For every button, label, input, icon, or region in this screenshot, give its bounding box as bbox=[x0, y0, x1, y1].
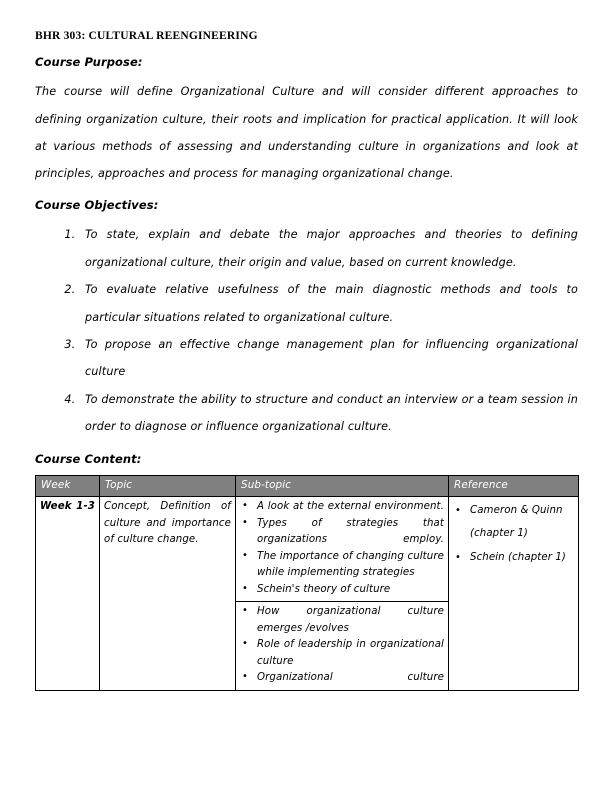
column-header-week: Week bbox=[36, 476, 100, 497]
list-item: • Schein's theory of culture bbox=[255, 582, 444, 599]
objective-item: 3. To propose an effective change management plan for influencing organizational culture bbox=[79, 331, 578, 386]
table-header-row bbox=[36, 476, 579, 497]
course-content-heading: Course Content: bbox=[35, 451, 142, 466]
column-header-subtopic: Sub-topic bbox=[236, 476, 449, 497]
list-item: • A look at the external environment. bbox=[255, 499, 444, 516]
list-item: • Types of strategies that organizations employ. bbox=[255, 516, 444, 549]
column-header-topic: Topic bbox=[100, 476, 236, 497]
course-content-table bbox=[35, 475, 579, 691]
course-purpose-heading: Course Purpose: bbox=[35, 54, 143, 69]
cell-reference bbox=[449, 497, 579, 691]
cell-week bbox=[36, 497, 100, 691]
course-objectives-heading: Course Objectives: bbox=[35, 197, 159, 212]
column-header-reference: Reference bbox=[449, 476, 579, 497]
subtopic-list bbox=[240, 499, 444, 598]
table-row bbox=[36, 497, 579, 602]
cell-topic: Concept, Definition of culture and importance of culture change. bbox=[100, 497, 236, 691]
list-item: • Organizational culture bbox=[255, 670, 444, 687]
table-body bbox=[36, 497, 579, 691]
list-item: • Schein (chapter 1) bbox=[468, 546, 574, 569]
course-purpose-body: The course will define Organizational Culture and will consider different approaches to defining organization culture, their roots and implication for practical application. It will look at various methods of assessing and understanding culture in organizations and look at principles, approaches and process for managing organizational change. bbox=[35, 85, 578, 181]
objective-item: 1. To state, explain and debate the major approaches and theories to defining organizational culture, their origin and value, based on current knowledge. bbox=[79, 221, 578, 276]
week-range-label: Week 1-3 bbox=[40, 501, 95, 513]
cell-subtopic bbox=[236, 497, 449, 602]
table-header bbox=[36, 476, 579, 497]
reference-list bbox=[453, 499, 574, 569]
list-item: • How organizational culture emerges /evolves bbox=[255, 604, 444, 637]
course-objectives-list bbox=[35, 221, 578, 441]
objective-item: 2. To evaluate relative usefulness of the main diagnostic methods and tools to particular situations related to organizational culture. bbox=[79, 276, 578, 331]
subtopic-list bbox=[240, 604, 444, 687]
list-item: • Cameron & Quinn (chapter 1) bbox=[468, 499, 574, 546]
list-item: • Role of leadership in organizational culture bbox=[255, 637, 444, 670]
objective-item: 4. To demonstrate the ability to structure and conduct an interview or a team session in order to diagnose or influence organizational culture. bbox=[79, 386, 578, 441]
list-item: • The importance of changing culture while implementing strategies bbox=[255, 549, 444, 582]
cell-subtopic bbox=[236, 602, 449, 691]
document-title: BHR 303: CULTURAL REENGINEERING bbox=[35, 30, 258, 42]
